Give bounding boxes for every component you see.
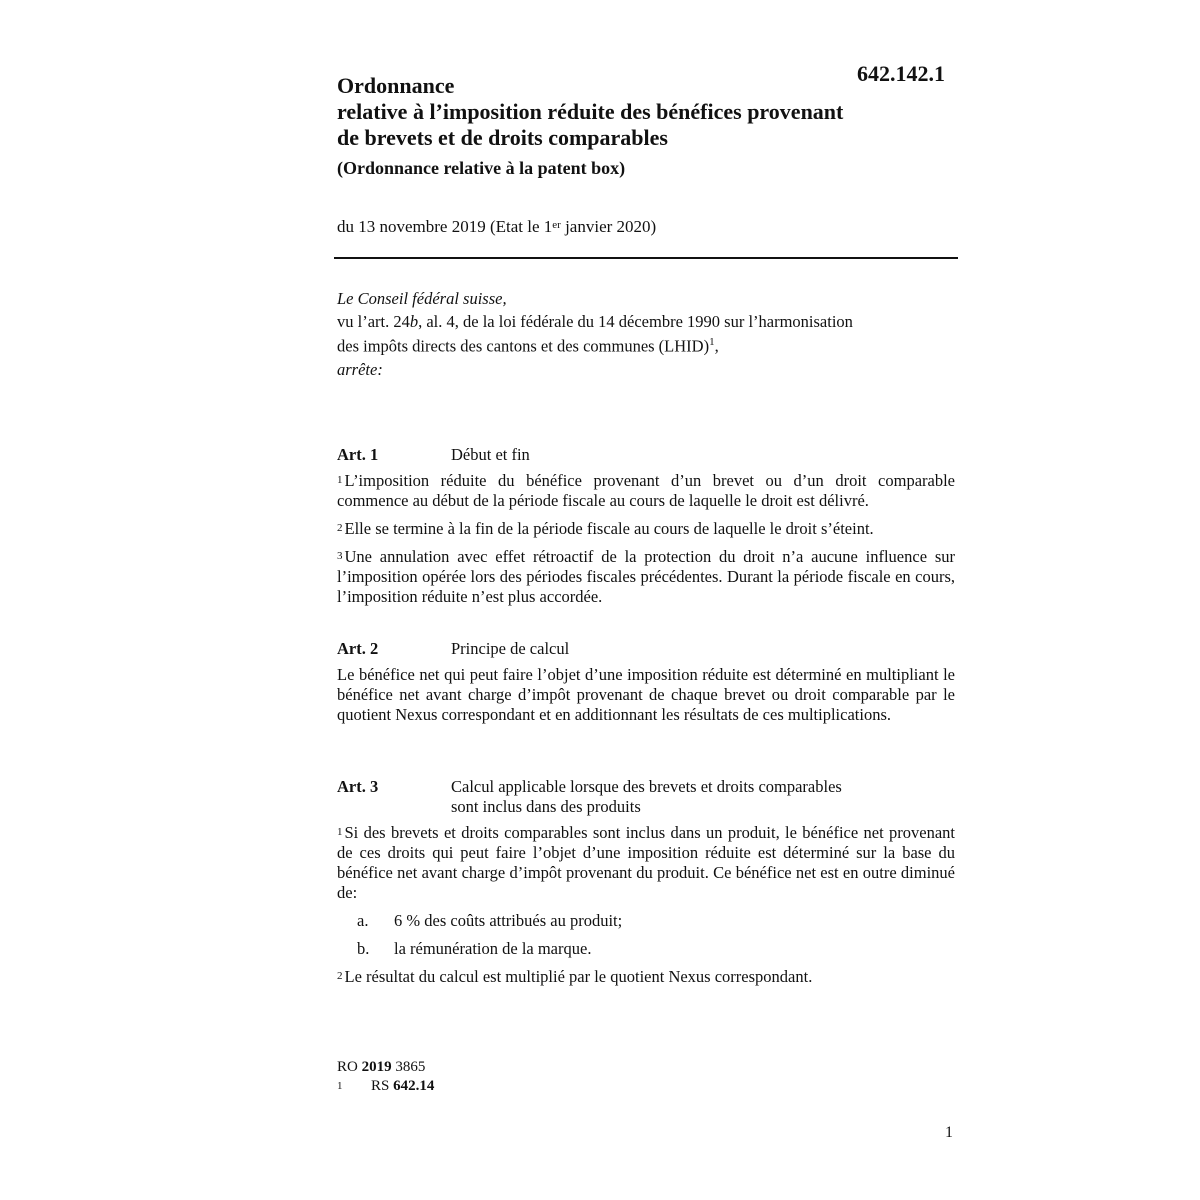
date-suffix: janvier 2020) (560, 217, 657, 236)
paragraph-mark: 1 (337, 826, 343, 838)
paragraph-mark: 3 (337, 550, 343, 562)
list-text: la rémunération de la marque. (394, 939, 592, 958)
footnote-text (371, 1077, 434, 1096)
article-title: Principe de calcul (451, 639, 570, 658)
date-line (337, 216, 656, 238)
basis-line2: des impôts directs des cantons et des communes (LHID) (337, 336, 710, 356)
ro-reference (337, 1058, 434, 1077)
article-heading (337, 777, 955, 817)
paragraph (337, 823, 955, 903)
footnote-ref[interactable]: 1 (709, 336, 715, 348)
basis-italic: b (409, 312, 419, 331)
list-letter: a. (357, 911, 369, 930)
page-number: 1 (945, 1124, 953, 1141)
list-text: 6 % des coûts attribués au produit; (394, 911, 623, 930)
sr-number: 642.142.1 (857, 61, 945, 86)
article-heading (337, 639, 955, 659)
paragraph (337, 519, 955, 539)
fn-prefix: RS (371, 1078, 394, 1094)
paragraph (337, 471, 955, 511)
article-number: Art. 3 (337, 777, 379, 796)
list-item (337, 939, 955, 959)
title-line-1: Ordonnance (337, 73, 455, 98)
basis-end: , (714, 336, 719, 356)
paragraph (337, 547, 955, 607)
subtitle: (Ordonnance relative à la patent box) (337, 158, 626, 178)
article-title-line-1: Calcul applicable lorsque des brevets et droits comparables (451, 777, 842, 796)
article-number: Art. 1 (337, 445, 379, 464)
paragraph-text: Le résultat du calcul est multiplié par le quotient Nexus correspondant. (344, 967, 813, 986)
article-title (451, 777, 955, 817)
list-letter: b. (357, 939, 370, 958)
date-sup: er (552, 219, 561, 231)
basis-line1-rest: , al. 4, de la loi fédérale du 14 décembre 1990 sur l’harmonisation (418, 312, 853, 331)
footnotes (337, 1058, 434, 1096)
fn-number: 642.14 (393, 1078, 435, 1094)
title-line-3: de brevets et de droits comparables (337, 125, 668, 150)
article-title: Début et fin (451, 445, 530, 464)
article-2 (337, 639, 955, 733)
paragraph-text: Si des brevets et droits comparables sont inclus dans un produit, le bénéfice net provenant de ces droits qui peut faire l’objet d’une imposition réduite est déterminé sur la base du bénéfice net avant charge d’impôt provenant du produit. Ce bénéfice net est en outre diminué de: (337, 823, 955, 902)
preamble (337, 289, 955, 383)
paragraph-text: Le bénéfice net qui peut faire l’objet d’une imposition réduite est déterminé en multipliant le bénéfice net avant charge d’impôt provenant de chaque brevet ou droit comparable par le quotient Nexus correspondant et en additionnant les résultats de ces multiplications. (337, 665, 955, 724)
authority: Le Conseil fédéral suisse, (337, 289, 507, 308)
article-title-line-2: sont inclus dans des produits (451, 797, 641, 816)
ro-year: 2019 (361, 1059, 392, 1075)
paragraph (337, 967, 955, 987)
date-prefix: du 13 novembre 2019 (Etat le 1 (337, 217, 553, 236)
paragraph-text: Une annulation avec effet rétroactif de la protection du droit n’a aucune influence sur l’imposition opérée lors des périodes fiscales précédentes. Durant la période fiscale en cours, l’imposition réduite n’est plus accordée. (337, 547, 955, 606)
article-1 (337, 445, 955, 615)
ro-page: 3865 (391, 1059, 426, 1075)
paragraph-mark: 2 (337, 522, 343, 534)
article-number: Art. 2 (337, 639, 379, 658)
footnote-mark: 1 (337, 1080, 343, 1092)
article-3 (337, 777, 955, 995)
ro-prefix: RO (337, 1059, 362, 1075)
footnote-1 (337, 1077, 434, 1096)
legal-basis (337, 312, 955, 357)
decree: arrête: (337, 359, 383, 379)
title-block (337, 73, 957, 179)
paragraph-text: Elle se termine à la fin de la période fiscale au cours de laquelle le droit s’éteint. (344, 519, 874, 538)
list-item (337, 911, 955, 931)
paragraph-mark: 1 (337, 474, 343, 486)
paragraph-mark: 2 (337, 970, 343, 982)
article-heading (337, 445, 955, 465)
paragraph-text: L’imposition réduite du bénéfice provenant d’un brevet ou d’un droit comparable commence au début de la période fiscale au cours de laquelle le droit est délivré. (337, 471, 955, 510)
header-rule (334, 257, 958, 259)
basis-prefix: vu l’art. 24 (337, 312, 410, 331)
paragraph (337, 665, 955, 725)
title-line-2: relative à l’imposition réduite des bénéfices provenant (337, 99, 844, 124)
